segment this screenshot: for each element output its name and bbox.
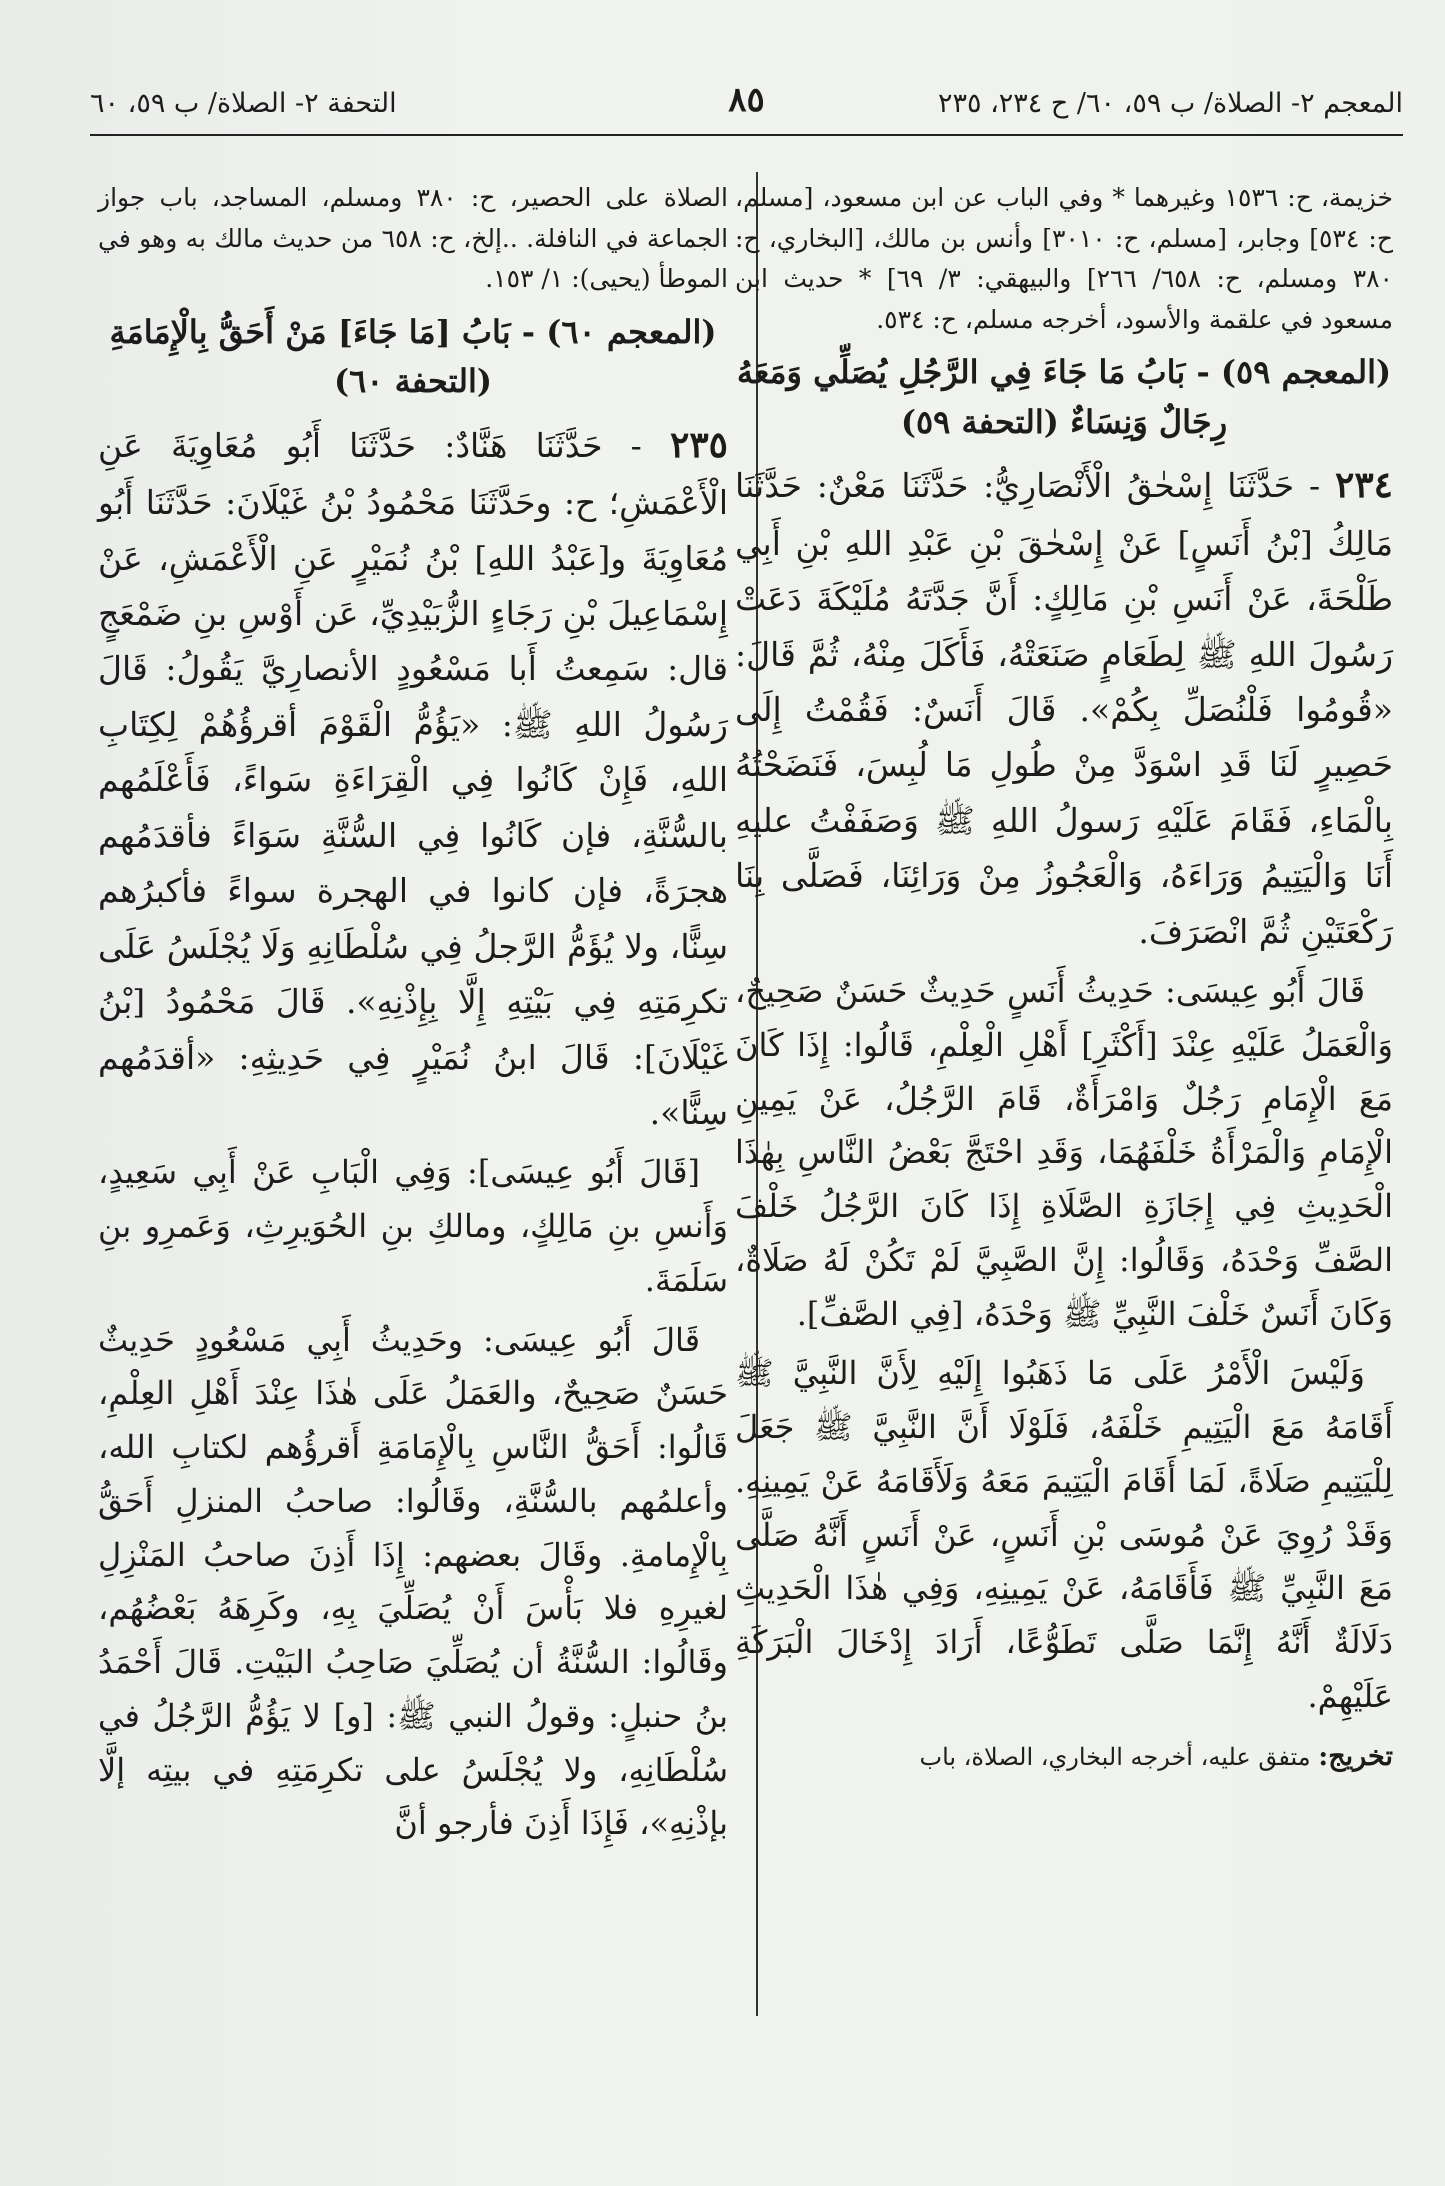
hadith-text: - حَدَّثَنَا إِسْحٰقُ الْأَنْصَارِيُّ: حَدَّثَنَا مَعْنٌ: حَدَّثَنَا مَالِكُ [بْنُ أَنَسٍ] عَنْ إِسْحٰقَ بْنِ عَبْدِ اللهِ بْنِ أَبِي طَلْحَةَ، عَنْ أَنَسِ بْنِ مَالِكٍ: أَنَّ جَدَّتَهُ مُلَيْكَةَ دَعَتْ رَسُولَ اللهِ ﷺ لِطَعَامٍ صَنَعَتْهُ، فَأَكَلَ مِنْهُ، ثُمَّ قَالَ: «قُومُوا فَلْنُصَلِّ بِكُمْ». قَالَ أَنَسٌ: فَقُمْتُ إِلَى حَصِيرٍ لَنَا قَدِ اسْوَدَّ مِنْ طُولِ مَا لُبِسَ، فَنَضَحْتُهُ بِالْمَاءِ، فَقَامَ عَلَيْهِ رَسولُ اللهِ ﷺ وَصَفَفْتُ عليهِ أَنَا وَالْيَتِيمُ وَرَاءَهُ، وَالْعَجُوزُ مِنْ وَرَائِنَا، فَصَلَّى بِنَا رَكْعَتَيْنِ ثُمَّ انْصَرَفَ. xyxy=(735,466,1393,951)
takhrij-note xyxy=(735,1734,1393,1779)
right-column xyxy=(735,178,1393,1803)
commentary-paragraph: قَالَ أَبُو عِيسَى: وحَدِيثُ أَبِي مَسْعُودٍ حَدِيثٌ حَسَنٌ صَحِيحٌ، والعَمَلُ عَلَى هٰذَا عِنْدَ أَهْلِ العِلْمِ، قَالُوا: أَحَقُّ النَّاسِ بِالْإِمَامَةِ أَقرؤُهم لكتابِ الله، وأعلمُهم بالسُّنَّةِ، وقَالُوا: صاحبُ المنزلِ أَحَقُّ بِالْإِمامةِ. وقَالَ بعضهم: إِذَا أَذِنَ صاحبُ المَنْزِلِ لغيرِهِ فلا بَأْسَ أَنْ يُصَلِّيَ بِهِ، وكَرِهَهُ بَعْضُهُم، وقَالُوا: السُّنَّةُ أن يُصَلِّيَ صَاحِبُ البَيْتِ. قَالَ أَحْمَدُ بنُ حنبلٍ: وقولُ النبي ﷺ: [و] لا يَؤُمُّ الرَّجُلُ في سُلْطَانِهِ، ولا يُجْلَسُ على تكرِمَتِهِ في بيتِه إلَّا بإذْنِهِ»، فَإِذَا أَذِنَ فأرجو أنَّ xyxy=(98,1320,729,1843)
footnote-continued: خزيمة، ح: ١٥٣٦ وغيرهما * وفي الباب عن ابن مسعود، [مسلم، ح: ٥٣٤] وجابر، [مسلم، ح: ٣٠١٠] وأنس بن مالك، [البخاري، ح: ٣٨٠ ومسلم، ح: ٦٥٨/ ٢٦٦] والبيهقي: ٣/ ٦٩] * حديث ابن مسعود في علقمة والأسود، أخرجه مسلم، ح: ٥٣٤. xyxy=(735,183,1393,334)
chapter-title: (المعجم ٦٠) - بَابُ [مَا جَاءَ] مَنْ أَحَقُّ بِالْإِمَامَةِ (التحفة ٦٠) xyxy=(109,312,717,401)
header-rule xyxy=(90,134,1403,136)
hadith-235 xyxy=(98,415,728,1141)
running-head-left: التحفة ٢- الصلاة/ ب ٥٩، ٦٠ xyxy=(90,88,397,119)
takhrij-text: متفق عليه، أخرجه البخاري، الصلاة، باب xyxy=(919,1742,1319,1771)
page-number: ٨٥ xyxy=(728,80,765,120)
hadith-234 xyxy=(735,455,1393,959)
commentary-paragraph: قَالَ أَبُو عِيسَى: حَدِيثُ أَنَسٍ حَدِيثٌ حَسَنٌ صَحِيحٌ، وَالْعَمَلُ عَلَيْهِ عِنْدَ [أَكْثَرِ] أَهْلِ الْعِلْمِ، قَالُوا: إِذَا كَانَ مَعَ الْإِمَامِ رَجُلٌ وَامْرَأَةٌ، قَامَ الرَّجُلُ، عَنْ يَمِينِ الْإِمَامِ وَالْمَرْأَةُ خَلْفَهُمَا، وَقَدِ احْتَجَّ بَعْضُ النَّاسِ بِهٰذَا الْحَدِيثِ فِي إِجَازَةِ الصَّلَاةِ إِذَا كَانَ الرَّجُلُ خَلْفَ الصَّفِّ وَحْدَهُ، وَقَالُوا: إِنَّ الصَّبِيَّ لَمْ تَكُنْ لَهُ صَلَاةٌ، وَكَانَ أَنَسٌ خَلْفَ النَّبِيِّ ﷺ وَحْدَهُ، [فِي الصَّفِّ]. xyxy=(735,972,1393,1333)
page-header xyxy=(90,78,1403,130)
left-column xyxy=(98,178,728,1857)
hadith-text: - حَدَّثَنَا هَنَّادٌ: حَدَّثَنَا أَبُو مُعَاوِيَةَ عَنِ الْأَعْمَشِ؛ ح: وحَدَّثَنَا مَحْمُودُ بْنُ غَيْلَانَ: حَدَّثَنَا أَبُو مُعَاوِيَةَ و[عَبْدُ اللهِ] بْنُ نُمَيْرٍ عَنِ الْأَعْمَشِ، عَنْ إِسْمَاعِيلَ بْنِ رَجَاءٍ الزُّبَيْدِيِّ، عَن أَوْسِ بنِ ضَمْعَجٍ قال: سَمِعتُ أَبا مَسْعُودٍ الأنصارِيَّ يَقُولُ: قَالَ رَسُولُ اللهِ ﷺ: «يَؤُمُّ الْقَوْمَ أقرؤُهُمْ لِكِتَابِ اللهِ، فَإِنْ كَانُوا فِي الْقِرَاءَةِ سَواءً، فَأَعْلَمُهم بالسُّنَّةِ، فإن كَانُوا فِي السُّنَّةِ سَوَاءً فأقدَمُهم هجرَةً، فإن كانوا في الهجرة سواءً فأكبرُهم سِنًّا، ولا يُؤَمُّ الرَّجلُ فِي سُلْطَانِهِ وَلَا يُجْلَسُ عَلَى تكرِمَتِهِ فِي بَيْتِهِ إِلَّا بِإِذْنِهِ». قَالَ مَحْمُودُ [بْنُ غَيْلَانَ]: قَالَ ابنُ نُمَيْرٍ فِي حَدِيثِهِ: «أقدَمُهم سِنًّا». xyxy=(98,425,728,1132)
chapter-title: (المعجم ٥٩) - بَابُ مَا جَاءَ فِي الرَّجُلِ يُصَلِّي وَمَعَهُ رِجَالٌ وَنِسَاءٌ (التحفة ٥٩) xyxy=(736,353,1392,441)
footnote-continued: الصلاة على الحصير، ح: ٣٨٠ ومسلم، المساجد، باب جواز الجماعة في النافلة. ..إلخ، ح: ٦٥٨ من حديث مالك به وهو في الموطأ (يحيى): ١/ ١٥٣. xyxy=(98,183,729,293)
running-head-right: المعجم ٢- الصلاة/ ب ٥٩، ٦٠/ ح ٢٣٤، ٢٣٥ xyxy=(937,88,1403,119)
commentary-paragraph: [قَالَ أَبُو عِيسَى]: وَفِي الْبَابِ عَنْ أَبِي سَعِيدٍ، وَأَنسِ بنِ مَالِكٍ، ومالكِ بنِ الحُوَيرِثِ، وَعَمرِو بنِ سَلَمَةَ. xyxy=(98,1153,728,1299)
hadith-number: ٢٣٥ xyxy=(669,423,728,466)
takhrij-label: تخريج: xyxy=(1318,1740,1393,1772)
commentary-paragraph: وَلَيْسَ الْأَمْرُ عَلَى مَا ذَهَبُوا إِلَيْهِ لِأَنَّ النَّبِيَّ ﷺ أَقَامَهُ مَعَ الْيَتِيمِ خَلْفَهُ، فَلَوْلَا أَنَّ النَّبِيَّ ﷺ جَعَلَ لِلْيَتِيمِ صَلَاةً، لَمَا أَقَامَ الْيَتِيمَ مَعَهُ وَلَأَقَامَهُ عَنْ يَمِينِهِ. وَقَدْ رُوِيَ عَنْ مُوسَى بْنِ أَنَسٍ، عَنْ أَنَسٍ أَنَّهُ صَلَّى مَعَ النَّبِيِّ ﷺ فَأَقَامَهُ، عَنْ يَمِينِهِ، وَفِي هٰذَا الْحَدِيثِ دَلَالَةٌ أَنَّهُ إِنَّمَا صَلَّى تَطَوُّعًا، أَرَادَ إِدْخَالَ الْبَرَكَةِ عَلَيْهِمْ. xyxy=(735,1354,1394,1715)
hadith-number: ٢٣٤ xyxy=(1334,464,1393,507)
